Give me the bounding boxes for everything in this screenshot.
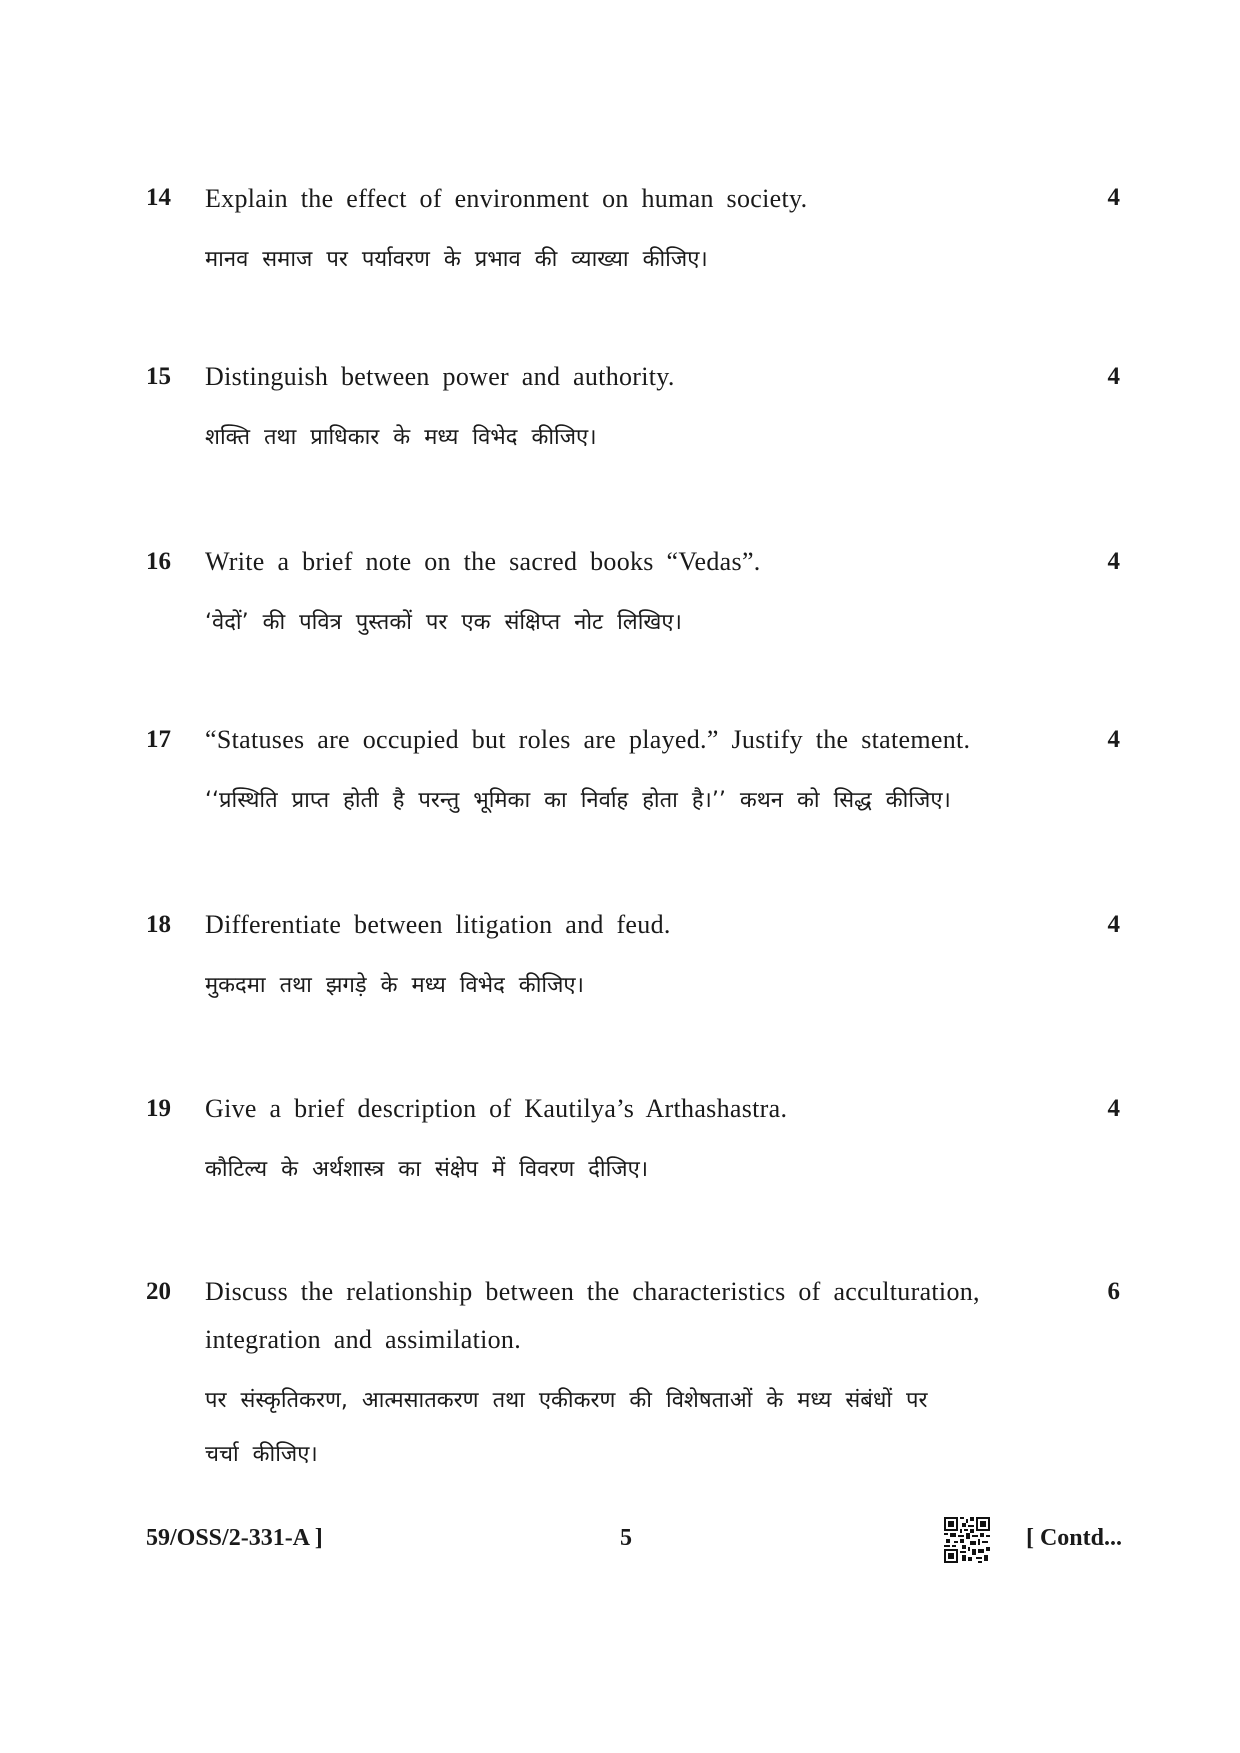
question-text-hindi: मुकदमा तथा झगड़े के मध्य विभेद कीजिए। — [205, 973, 584, 998]
continued-label: [ Contd... — [1025, 1525, 1122, 1551]
question-text-english: Distinguish between power and authority. — [205, 362, 675, 391]
question-number: 18 — [146, 911, 171, 938]
page-number: 5 — [620, 1525, 632, 1551]
qr-code-icon — [944, 1517, 990, 1563]
question-text-english: Explain the effect of environment on human society. — [205, 184, 808, 213]
question-marks: 4 — [1107, 1095, 1120, 1122]
question-text-english: Discuss the relationship between the characteristics of acculturation, — [205, 1277, 980, 1306]
question-marks: 4 — [1107, 184, 1120, 211]
paper-code: 59/OSS/2-331-A ] — [146, 1525, 323, 1551]
question-text-english: “Statuses are occupied but roles are played.” Justify the statement. — [205, 725, 971, 754]
question-number: 20 — [146, 1278, 171, 1305]
question-number: 16 — [146, 548, 171, 575]
question-number: 17 — [146, 726, 171, 753]
question-number: 19 — [146, 1095, 171, 1122]
question-text-english: Write a brief note on the sacred books “Vedas”. — [205, 547, 761, 576]
question-text-hindi: कौटिल्य के अर्थशास्त्र का संक्षेप में विवरण दीजिए। — [205, 1157, 649, 1182]
question-text-hindi: पर संस्कृतिकरण, आत्मसातकरण तथा एकीकरण की विशेषताओं के मध्य संबंधों पर — [205, 1388, 928, 1413]
question-marks: 6 — [1107, 1278, 1120, 1305]
question-text-english: Give a brief description of Kautilya’s Arthashastra. — [205, 1094, 788, 1123]
question-text-hindi: शक्ति तथा प्राधिकार के मध्य विभेद कीजिए। — [205, 425, 597, 450]
question-marks: 4 — [1107, 726, 1120, 753]
question-marks: 4 — [1107, 548, 1120, 575]
question-text-hindi: चर्चा कीजिए। — [205, 1442, 318, 1467]
question-text-english: integration and assimilation. — [205, 1325, 522, 1354]
question-text-hindi: ‘वेदों’ की पवित्र पुस्तकों पर एक संक्षिप्त नोट लिखिए। — [205, 610, 682, 635]
question-text-hindi: ‘‘प्रस्थिति प्राप्त होती है परन्तु भूमिका का निर्वाह होता है।’’ कथन को सिद्ध कीजिए। — [205, 788, 951, 813]
question-marks: 4 — [1107, 911, 1120, 938]
question-number: 15 — [146, 363, 171, 390]
question-text-hindi: मानव समाज पर पर्यावरण के प्रभाव की व्याख्या कीजिए। — [205, 247, 708, 272]
question-number: 14 — [146, 184, 171, 211]
question-marks: 4 — [1107, 363, 1120, 390]
question-text-english: Differentiate between litigation and feud. — [205, 910, 671, 939]
